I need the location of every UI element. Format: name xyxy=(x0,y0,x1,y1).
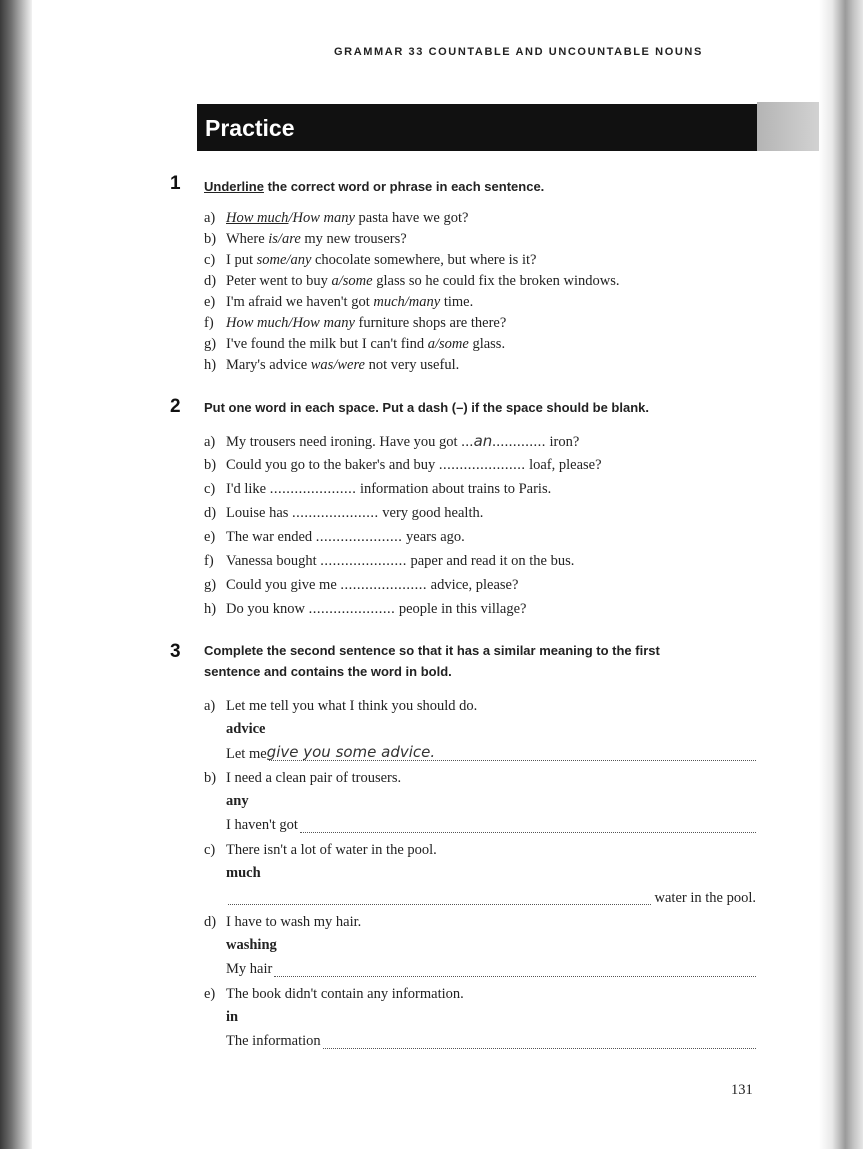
item-text: I have to wash my hair. xyxy=(226,914,362,930)
answer-blank[interactable]: ... xyxy=(461,434,474,450)
item-text: not very useful. xyxy=(365,357,460,373)
exercise-3-number: 3 xyxy=(170,641,181,662)
instruction-line-1: Complete the second sentence so that it has a similar meaning to the first xyxy=(204,643,660,658)
item-text: Could you give me xyxy=(226,577,341,593)
list-item xyxy=(204,697,477,715)
list-item xyxy=(204,209,468,227)
item-text: Let me tell you what I think you should do. xyxy=(226,698,478,714)
item-text: furniture shops are there? xyxy=(354,315,507,331)
keyword: much xyxy=(226,865,261,881)
line-prefix: The information xyxy=(226,1033,321,1049)
item-text: I need a clean pair of trousers. xyxy=(226,770,402,786)
item-label: a) xyxy=(204,210,216,226)
line-prefix: Let me xyxy=(226,746,267,762)
list-item xyxy=(204,432,579,451)
item-label: c) xyxy=(204,481,216,497)
item-label: b) xyxy=(204,457,217,473)
item-label: g) xyxy=(204,577,217,593)
item-text: I put xyxy=(226,252,257,268)
item-text: I've found the milk but I can't find xyxy=(226,336,428,352)
list-item xyxy=(204,251,536,269)
item-text: How much xyxy=(226,210,289,226)
answer-blank[interactable]: ..................... xyxy=(438,457,526,473)
exercise-2-instruction: Put one word in each space. Put a dash (–) if the space should be blank. xyxy=(204,400,649,415)
list-item xyxy=(204,293,473,311)
item-label: a) xyxy=(204,698,216,714)
answer-blank[interactable]: ..................... xyxy=(308,601,396,617)
item-label: c) xyxy=(204,252,216,268)
answer-blank[interactable]: ..................... xyxy=(269,481,357,497)
item-text: my new trousers? xyxy=(300,231,407,247)
item-label: d) xyxy=(204,273,217,289)
item-label: d) xyxy=(204,914,217,930)
item-text: time. xyxy=(440,294,474,310)
item-text: Do you know xyxy=(226,601,309,617)
item-text: much/many xyxy=(373,294,441,310)
banner-title: Practice xyxy=(205,115,295,141)
list-item xyxy=(204,314,506,332)
exercise-1-number: 1 xyxy=(170,173,181,194)
handwritten-answer: give you some advice. xyxy=(266,743,436,761)
item-label: e) xyxy=(204,529,216,545)
item-text: /How many xyxy=(288,210,355,226)
instruction-underline-word: Underline xyxy=(204,179,264,194)
instruction-end: . xyxy=(448,664,452,679)
exercise-1-instruction xyxy=(204,176,744,197)
item-text: Peter went to buy xyxy=(226,273,332,289)
item-label: c) xyxy=(204,842,216,858)
item-text: was/were xyxy=(310,357,365,373)
item-text: Where xyxy=(226,231,269,247)
item-text: information about trains to Paris. xyxy=(356,481,552,497)
answer-blank[interactable]: ............. xyxy=(492,434,546,450)
item-text: a/some xyxy=(331,273,373,289)
keyword: any xyxy=(226,793,249,809)
dotted-fill xyxy=(274,976,756,977)
list-item xyxy=(204,356,459,374)
list-item xyxy=(204,552,574,570)
item-text: The war ended xyxy=(226,529,316,545)
list-item xyxy=(204,769,401,787)
exercise-2-number: 2 xyxy=(170,396,181,417)
item-text: The book didn't contain any information. xyxy=(226,986,464,1002)
item-label: f) xyxy=(204,553,214,569)
item-label: h) xyxy=(204,601,217,617)
list-item xyxy=(204,600,526,618)
item-label: b) xyxy=(204,231,217,247)
item-text: people in this village? xyxy=(395,601,527,617)
item-text: a/some xyxy=(427,336,469,352)
item-text: My trousers need ironing. Have you got xyxy=(226,434,462,450)
item-text: Mary's advice xyxy=(226,357,311,373)
banner-shade xyxy=(757,102,819,151)
item-text: I'm afraid we haven't got xyxy=(226,294,374,310)
keyword: washing xyxy=(226,937,277,953)
page-number: 131 xyxy=(731,1082,753,1098)
line-prefix: I haven't got xyxy=(226,817,298,833)
item-label: g) xyxy=(204,336,217,352)
item-text: very good health. xyxy=(378,505,484,521)
item-text: paper and read it on the bus. xyxy=(406,553,575,569)
instruction-line-2: sentence and contains the word in xyxy=(204,664,421,679)
list-item xyxy=(204,230,407,248)
answer-blank[interactable]: ..................... xyxy=(340,577,428,593)
line-prefix: My hair xyxy=(226,961,273,977)
list-item xyxy=(204,272,619,290)
keyword: in xyxy=(226,1009,239,1025)
item-label: b) xyxy=(204,770,217,786)
item-text: is/are xyxy=(268,231,301,247)
item-label: d) xyxy=(204,505,217,521)
list-item xyxy=(204,335,505,353)
item-text: How much/How many xyxy=(226,315,355,331)
item-text: glass so he could fix the broken windows. xyxy=(372,273,620,289)
item-text: advice, please? xyxy=(427,577,519,593)
list-item xyxy=(204,528,465,546)
answer-line[interactable] xyxy=(226,961,756,979)
item-text: Vanessa bought xyxy=(226,553,321,569)
item-text: loaf, please? xyxy=(525,457,602,473)
item-text: chocolate somewhere, but where is it? xyxy=(311,252,537,268)
exercise-3-instruction xyxy=(204,640,744,682)
answer-line[interactable] xyxy=(226,745,756,763)
item-text: Louise has xyxy=(226,505,293,521)
dotted-fill xyxy=(300,832,756,833)
list-item xyxy=(204,480,551,498)
item-label: f) xyxy=(204,315,214,331)
item-text: iron? xyxy=(545,434,580,450)
item-label: e) xyxy=(204,294,216,310)
item-text: years ago. xyxy=(402,529,465,545)
practice-banner xyxy=(197,104,757,151)
keyword: advice xyxy=(226,721,266,737)
item-text: glass. xyxy=(468,336,506,352)
handwritten-answer: an xyxy=(473,432,493,450)
answer-blank[interactable]: ..................... xyxy=(320,553,407,569)
list-item xyxy=(204,576,518,594)
instruction-bold-word: bold xyxy=(420,664,449,679)
item-text: pasta have we got? xyxy=(354,210,469,226)
item-text: There isn't a lot of water in the pool. xyxy=(226,842,437,858)
answer-line[interactable] xyxy=(226,817,756,835)
answer-blank[interactable]: ..................... xyxy=(292,505,379,521)
item-text: Could you go to the baker's and buy xyxy=(226,457,439,473)
list-item xyxy=(204,913,361,931)
answer-blank[interactable]: ..................... xyxy=(315,529,403,545)
dotted-fill xyxy=(323,1048,756,1049)
list-item xyxy=(204,456,602,474)
item-label: e) xyxy=(204,986,216,1002)
page-gutter-shadow xyxy=(0,0,32,1149)
list-item xyxy=(204,841,437,859)
instruction-text: the correct word or phrase in each sentence. xyxy=(263,179,545,194)
dotted-fill xyxy=(228,904,651,905)
list-item xyxy=(204,985,464,1003)
page-edge-shadow xyxy=(819,0,863,1149)
list-item xyxy=(204,504,483,522)
dotted-fill xyxy=(269,760,756,761)
item-text: I'd like xyxy=(226,481,270,497)
answer-line[interactable] xyxy=(226,889,756,907)
answer-line[interactable] xyxy=(226,1033,756,1051)
line-suffix: water in the pool. xyxy=(654,890,756,906)
item-label: h) xyxy=(204,357,217,373)
item-text: some/any xyxy=(256,252,312,268)
running-head: GRAMMAR 33 COUNTABLE AND UNCOUNTABLE NOUNS xyxy=(334,46,703,58)
item-label: a) xyxy=(204,434,216,450)
